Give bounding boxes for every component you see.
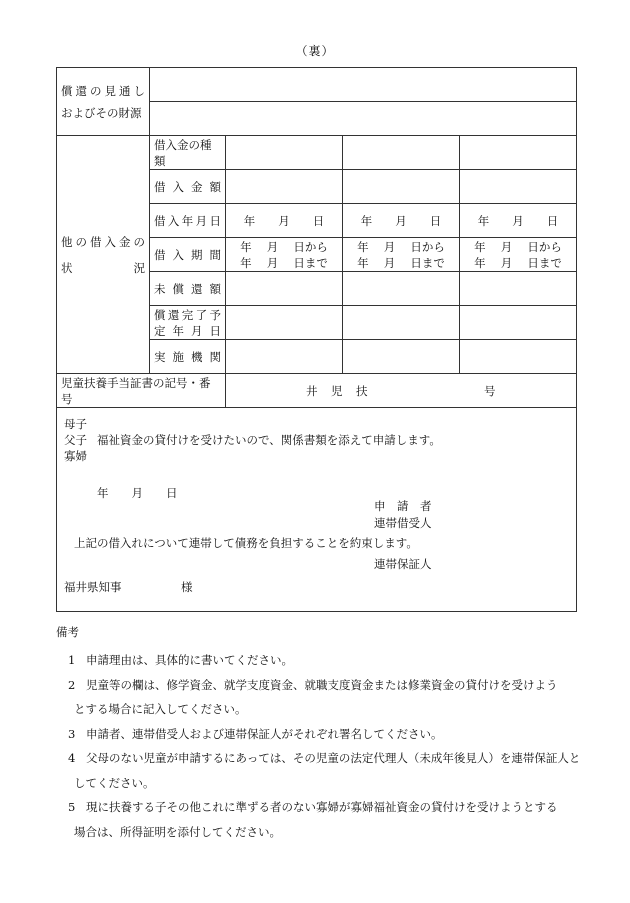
declaration-statement: 福祉資金の貸付けを受けたいので、関係書類を添えて申請します。 [97, 433, 441, 447]
completion-date-cell-2[interactable] [343, 306, 460, 340]
unpaid-amount-cell-3[interactable] [460, 272, 577, 306]
unpaid-amount-cell-1[interactable] [226, 272, 343, 306]
completion-date-cell-1[interactable] [226, 306, 343, 340]
loan-date-cell-3[interactable]: 年 月 日 [460, 204, 577, 238]
loan-period-cell-2[interactable]: 年 月 日から 年 月 日まで [343, 238, 460, 272]
unpaid-amount-cell-2[interactable] [343, 272, 460, 306]
certificate-number-field[interactable] [226, 374, 577, 408]
loan-period-cell-1[interactable]: 年 月 日から 年 月 日まで [226, 238, 343, 272]
note-item: 5 現に扶養する子その他これに準ずる者のない寡婦が寡婦福祉資金の貸付けを受けようとする 場合は、所得証明を添付してください。 [68, 800, 558, 839]
page-title: （裏） [295, 44, 335, 58]
applicant-label: 申 請 者 [374, 499, 432, 513]
completion-date-label: 償還完了予 定年月日 [150, 306, 226, 340]
certificate-prefix: 井 児 扶 [306, 383, 369, 398]
loan-type-cell-1[interactable] [226, 136, 343, 170]
loan-date-label: 借入年月日 [150, 204, 226, 238]
boshi-option[interactable]: 母子 [64, 417, 87, 431]
institution-label: 実施機関 [150, 340, 226, 374]
certificate-label: 児童扶養手当証書の記号・番号 [57, 374, 226, 408]
unpaid-amount-label: 未償還額 [150, 272, 226, 306]
notes-section [56, 624, 586, 844]
governor-label: 福井県知事 [64, 580, 122, 594]
loan-type-label: 借入金の種類 [150, 136, 226, 170]
note-item: 3 申請者、連帯借受人および連帯保証人がそれぞれ署名してください。 [68, 726, 443, 741]
honorific-sama: 様 [181, 580, 193, 594]
institution-cell-1[interactable] [226, 340, 343, 374]
repayment-label: 償還の見通し およびその財源 [57, 68, 150, 136]
note-item: 2 児童等の欄は、修学資金、就学支度資金、就職支度資金または修業資金の貸付けを受けよう とする場合に記入してください。 [68, 677, 558, 716]
guarantor-label: 連帯保証人 [374, 557, 432, 571]
co-borrower-label: 連帯借受人 [374, 516, 432, 530]
application-form-table [56, 67, 577, 612]
guarantee-statement: 上記の借入れについて連帯して債務を負担することを約束します。 [74, 536, 418, 550]
loan-date-cell-2[interactable]: 年 月 日 [343, 204, 460, 238]
loan-amount-cell-1[interactable] [226, 170, 343, 204]
repayment-field-1[interactable] [150, 68, 577, 102]
kafu-option[interactable]: 寡婦 [64, 449, 87, 463]
institution-cell-3[interactable] [460, 340, 577, 374]
loan-amount-cell-2[interactable] [343, 170, 460, 204]
fushi-option[interactable]: 父子 [64, 433, 87, 447]
loan-period-label: 借入期間 [150, 238, 226, 272]
notes-heading: 備考 [56, 625, 79, 639]
institution-cell-2[interactable] [343, 340, 460, 374]
certificate-suffix: 号 [484, 383, 496, 398]
note-item: 1 申請理由は、具体的に書いてください。 [68, 653, 293, 667]
loan-amount-label: 借入金額 [150, 170, 226, 204]
note-item: 4 父母のない児童が申請するにあっては、その児童の法定代理人（未成年後見人）を連帯保証人と してください。 [68, 751, 581, 790]
declaration-section [57, 408, 577, 612]
loan-amount-cell-3[interactable] [460, 170, 577, 204]
repayment-field-2[interactable] [150, 102, 577, 136]
other-loans-label: 他の借入金の 状 況 [57, 136, 150, 374]
loan-date-cell-1[interactable]: 年 月 日 [226, 204, 343, 238]
loan-type-cell-2[interactable] [343, 136, 460, 170]
loan-type-cell-3[interactable] [460, 136, 577, 170]
completion-date-cell-3[interactable] [460, 306, 577, 340]
application-date[interactable]: 年 月 日 [97, 486, 178, 500]
loan-period-cell-3[interactable]: 年 月 日から 年 月 日まで [460, 238, 577, 272]
